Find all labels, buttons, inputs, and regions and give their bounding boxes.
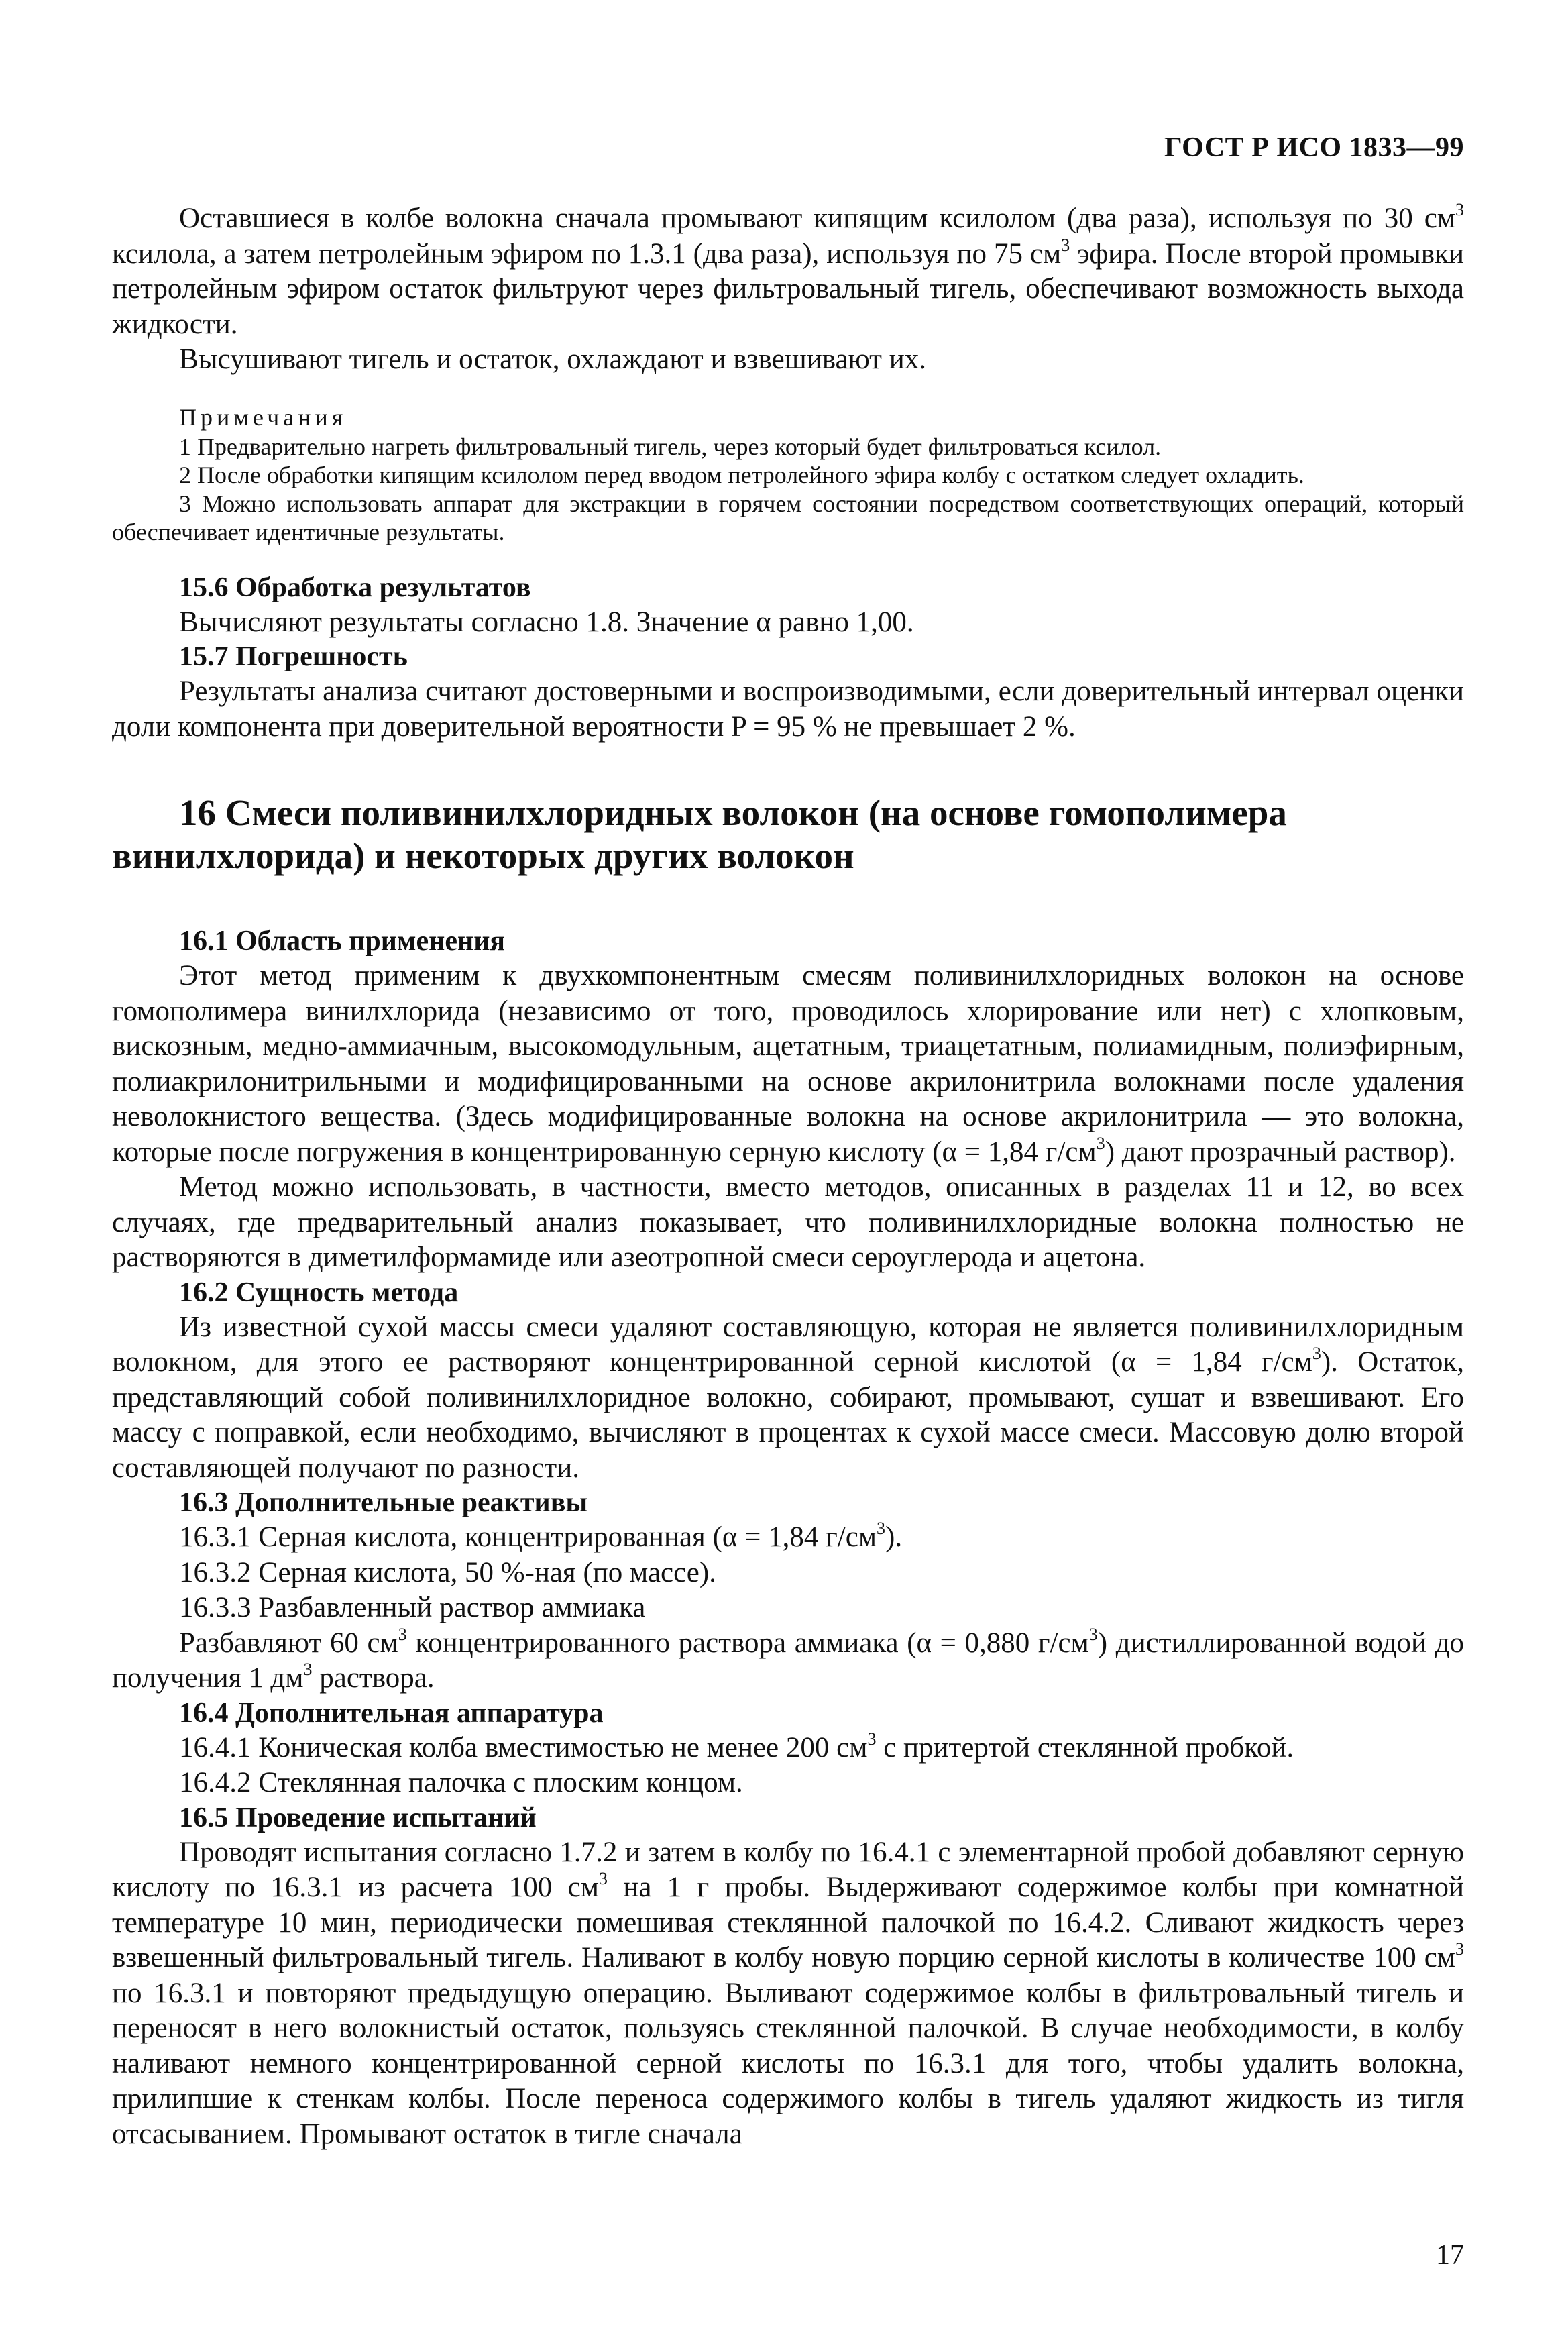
paragraph-16-5: Проводят испытания согласно 1.7.2 и затем в колбу по 16.4.1 с элементарной пробой добавляют серную кислоту по 16.3.1 из расчета 100 $см^3$ на 1 г пробы. Выдерживают содержимое колбы при комнатной температуре 10 мин, периодически помешивая стеклянной палочкой по 16.4.2. Сливают жидкость через взвешенный фильтровальный тигель. Наливают в колбу новую порцию серной кислоты в количестве 100 $см^3$ по 16.3.1 и повторяют предыдущую операцию. Выливают содержимое колбы в фильтровальный тигель и переносят в него волокнистый остаток, пользуясь стеклянной палочкой. В случае необходимости, в колбу наливают немного концентрированной серной кислоты по 16.3.1 для того, чтобы удалить волокна, прилипшие к стенкам колбы. После переноса содержимого колбы в тигель удаляют жидкость из тигля отсасыванием. Промывают остаток в тигле сначала (112, 1836, 1464, 2150)
heading-15-6: 15.6 Обработка результатов (179, 572, 531, 603)
paragraph-15-7: Результаты анализа считают достоверными и воспроизводимыми, если доверительный интервал оценки доли компонента при доверительной вероятности P = 95 % не превышает 2 %. (112, 675, 1464, 743)
paragraph-16-3-2: 16.3.2 Серная кислота, 50 %-ная (по массе). (179, 1556, 716, 1588)
paragraph-16-4-2: 16.4.2 Стеклянная палочка с плоским концом. (179, 1767, 743, 1798)
notes-title: Примечания (179, 403, 347, 431)
paragraph-dry-weigh: Высушивают тигель и остаток, охлаждают и взвешивают их. (179, 343, 926, 375)
heading-16-4: 16.4 Дополнительная аппаратура (179, 1697, 604, 1729)
paragraph-16-1-usage: Метод можно использовать, в частности, вместо методов, описанных в разделах 11 и 12, во всех случаях, где предварительный анализ показывает, что поливинилхлоридные волокна полностью не растворяются в диметилформамиде или азеотропной смеси сероуглерода и ацетона. (112, 1171, 1464, 1273)
paragraph-16-3-1: 16.3.1 Серная кислота, концентрированная (α = 1,84 $г/см^3$). (179, 1519, 903, 1553)
document-header: ГОСТ Р ИСО 1833—99 (1164, 132, 1464, 163)
heading-15-7: 15.7 Погрешность (179, 641, 408, 672)
heading-16-1: 16.1 Область применения (179, 926, 506, 957)
heading-16-2: 16.2 Сущность метода (179, 1277, 459, 1308)
note-2: 2 После обработки кипящим ксилолом перед вводом петролейного эфира колбу с остатком следует охладить. (179, 462, 1304, 488)
paragraph-16-2: Из известной сухой массы смеси удаляют составляющую, которая не является поливинилхлоридным волокном, для этого ее растворяют концентрированной серной кислотой (α = 1,84 $г/см^3$). Остаток, представляющий собой поливинилхлоридное волокно, собирают, промывают, сушат и взвешивают. Его массу с поправкой, если необходимо, вычисляют в процентах к сухой массе смеси. Массовую долю второй составляющей получают по разности. (112, 1311, 1464, 1484)
page-number: 17 (1436, 2240, 1464, 2271)
page-content (112, 201, 1464, 2152)
paragraph-16-4-1: 16.4.1 Коническая колба вместимостью не менее 200 $см^3$ с притертой стеклянной пробкой. (179, 1729, 1294, 1764)
heading-16-3: 16.3 Дополнительные реактивы (179, 1487, 588, 1518)
paragraph-16-3-3-dilution: Разбавляют 60 $см^3$ концентрированного раствора аммиака (α = 0,880 $г/см^3$) дистиллированной водой до получения 1 $дм^3$ раствора. (112, 1624, 1465, 1694)
note-1: 1 Предварительно нагреть фильтровальный тигель, через который будет фильтроваться ксилол. (179, 433, 1162, 460)
paragraph-xylene-wash: Оставшиеся в колбе волокна сначала промывают кипящим ксилолом (два раза), используя по 30 $см^3$ ксилола, а затем петролейным эфиром по 1.3.1 (два раза), используя по 75 $см^3$ эфира. После второй промывки петролейным эфиром остаток фильтруют через фильтровальный тигель, обеспечивают возможность выхода жидкости. (112, 200, 1465, 340)
note-3: 3 Можно использовать аппарат для экстракции в горячем состоянии посредством соответствующих операций, который обеспечивает идентичные результаты. (112, 490, 1464, 545)
paragraph-15-6: Вычисляют результаты согласно 1.8. Значение α равно 1,00. (179, 606, 914, 638)
section-16-title: 16 Смеси поливинилхлоридных волокон (на основе гомополимера винилхлорида) и некоторых других волокон (112, 792, 1287, 876)
heading-16-5: 16.5 Проведение испытаний (179, 1802, 537, 1833)
paragraph-16-3-3: 16.3.3 Разбавленный раствор аммиака (179, 1592, 646, 1623)
paragraph-16-1-scope: Этот метод применим к двухкомпонентным смесям поливинилхлоридных волокон на основе гомополимера винилхлорида (независимо от того, проводилось хлорирование или нет) с хлопковым, вискозным, медно-аммиачным, высокомодульным, ацетатным, триацетатным, полиамидным, полиэфирным, полиакрилонитрильными и модифицированными на основе акрилонитрила волокнами после удаления неволокнистого вещества. (Здесь модифицированные волокна на основе акрилонитрила — это волокна, которые после погружения в концентрированную серную кислоту (α = 1,84 $г/см^3$) дают прозрачный раствор). (112, 960, 1464, 1168)
